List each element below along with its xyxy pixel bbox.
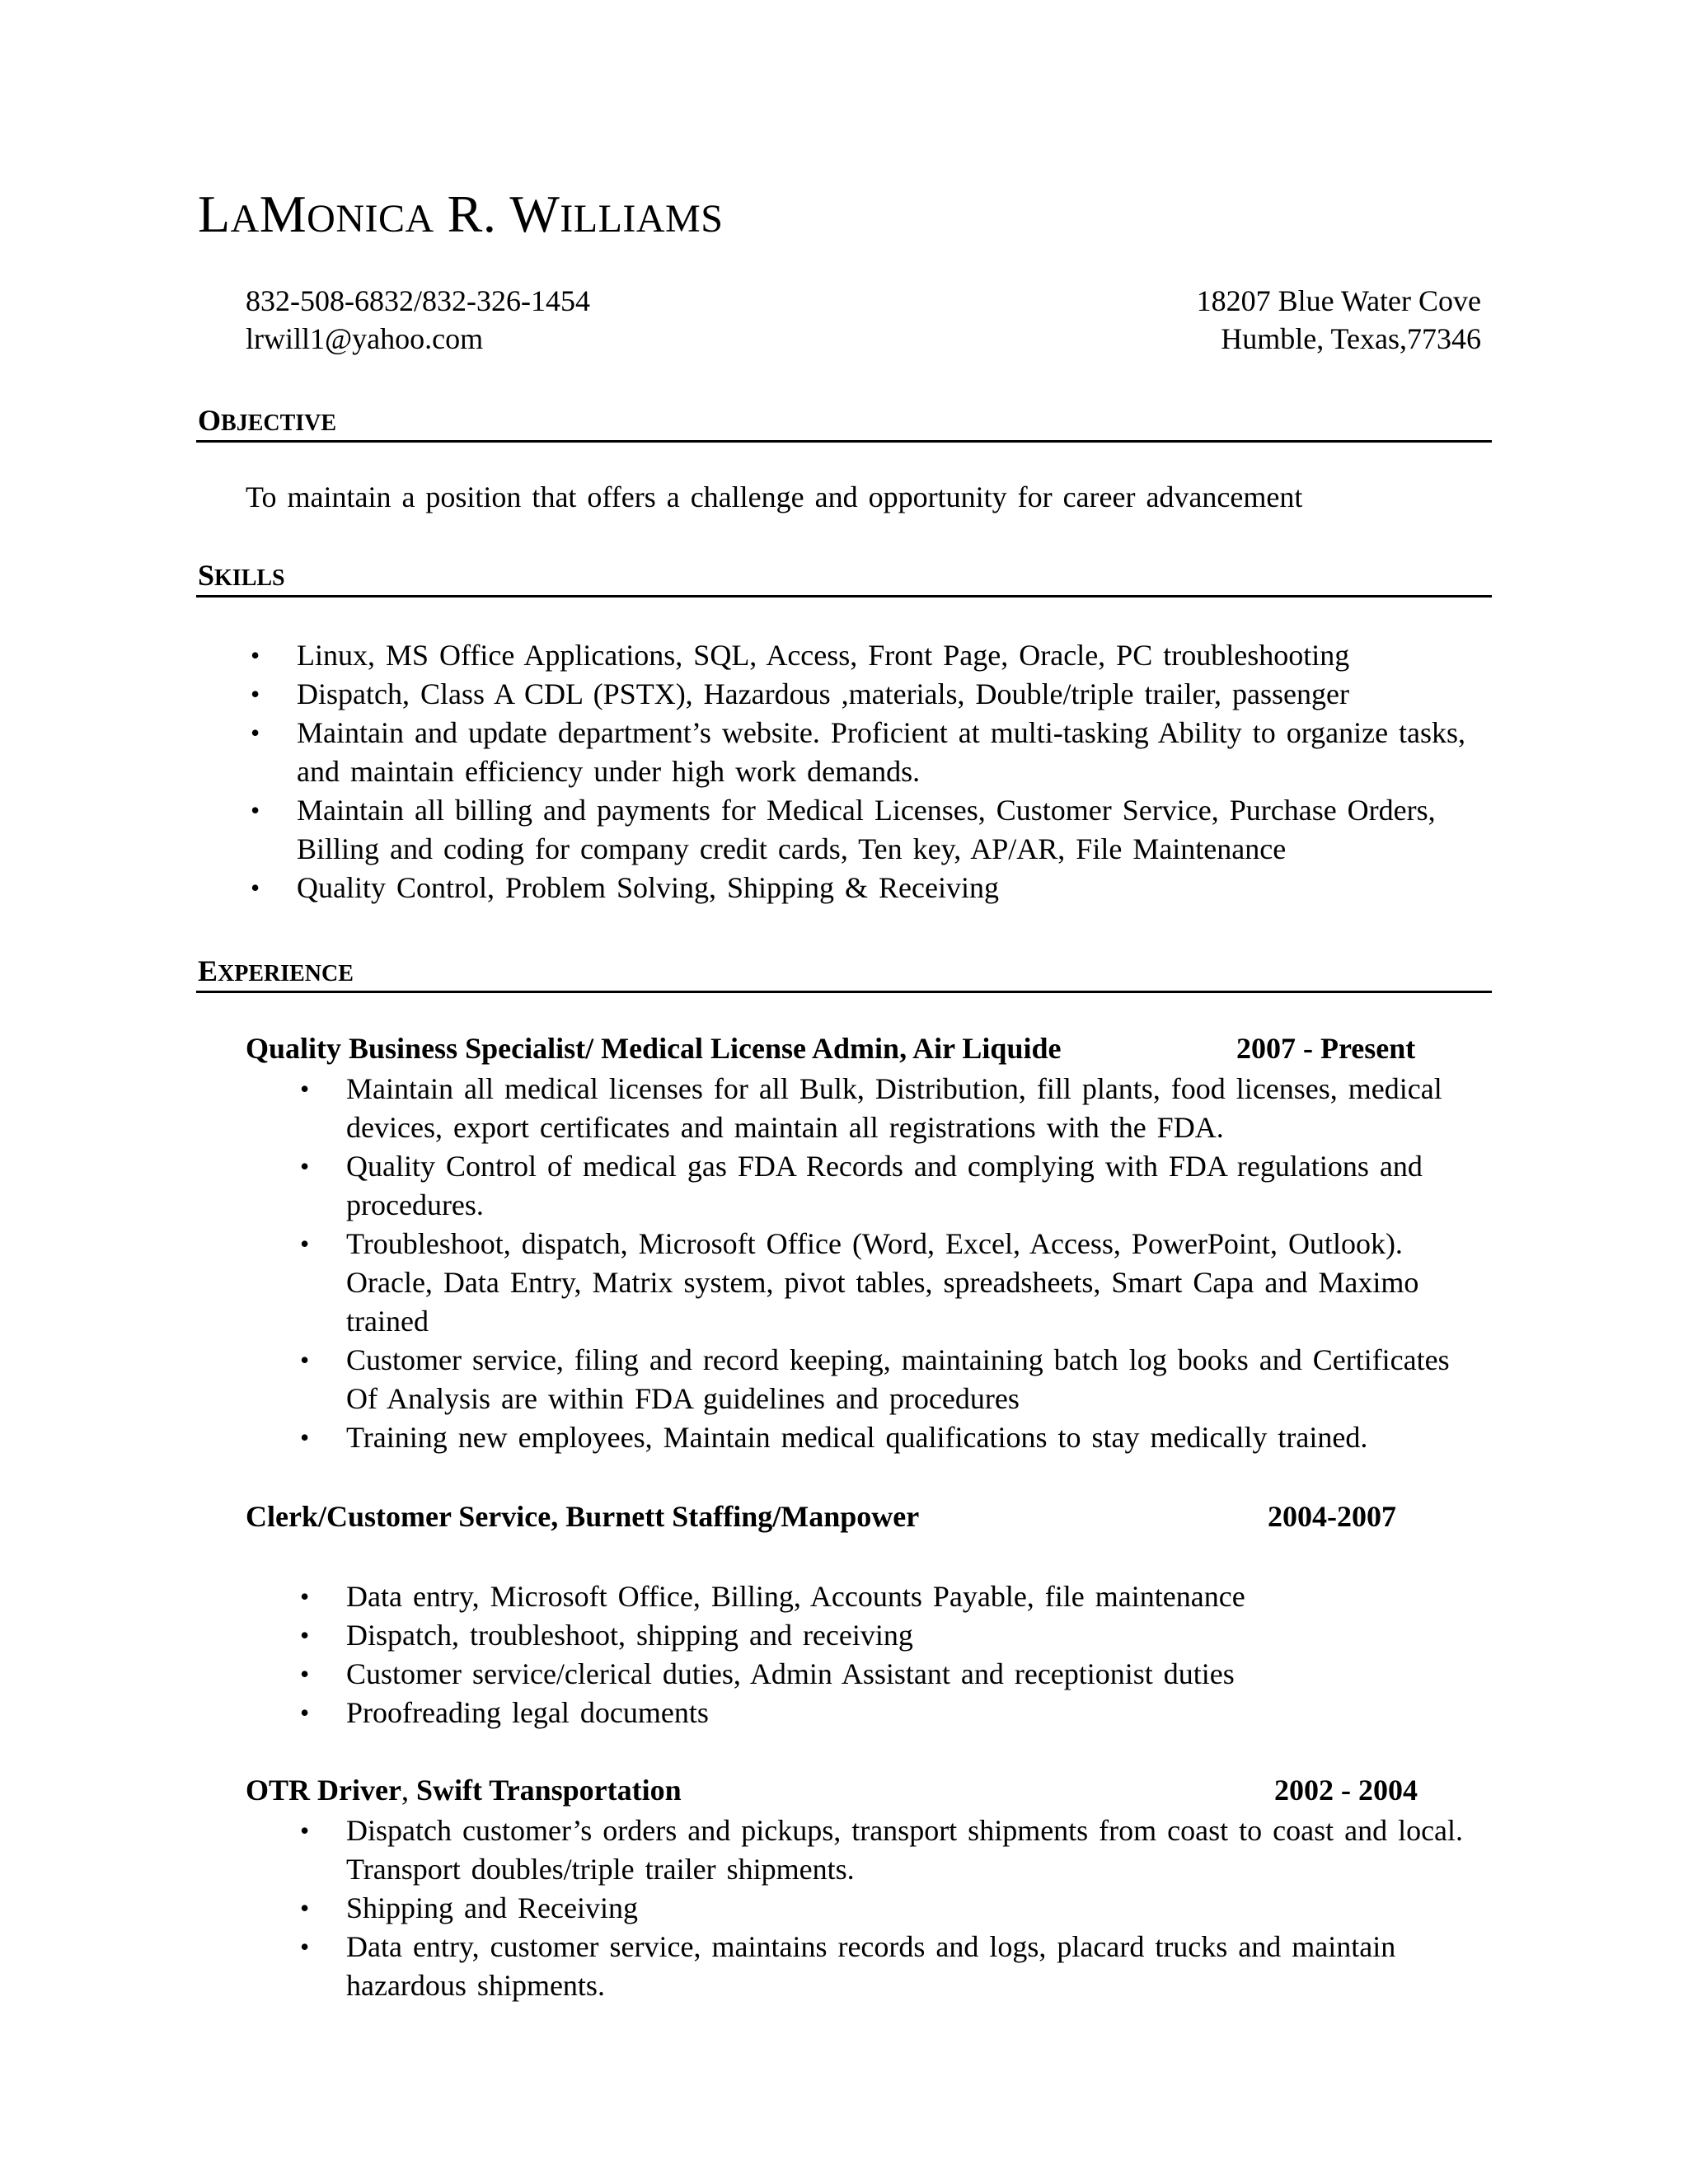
list-item [246,675,1482,714]
list-item-text: Troubleshoot, dispatch, Microsoft Office (Word, Excel, Access, PowerPoint, Outlook). Oracle, Data Entry, Matrix system, pivot tables, spreadsheets, Smart Capa and Maximo trained [346,1227,1419,1338]
bullet-icon: • [300,1659,310,1689]
job-dates: 2007 - Present [1236,1032,1416,1065]
list-item-text: Quality Control of medical gas FDA Records and complying with FDA regulations and procedures. [346,1150,1423,1221]
bullet-icon: • [300,1074,310,1104]
list-item-text: Proofreading legal documents [346,1696,709,1729]
list-item [295,1147,1482,1225]
list-item-text: Dispatch customer’s orders and pickups, transport shipments from coast to coast and local. Transport doubles/triple trailer shipments. [346,1814,1464,1886]
bullet-icon: • [251,873,260,902]
list-item-text: Maintain all billing and payments for Medical Licenses, Customer Service, Purchase Orders, Billing and coding for company credit cards, Ten key, AP/AR, File Maintenance [297,794,1436,865]
job-title-part: Swift Transportation [408,1774,682,1807]
address-line-2: Humble, Texas,77346 [1221,322,1481,355]
name-letter: M [259,185,307,243]
objective-heading [198,405,336,435]
list-item-text: Customer service/clerical duties, Admin Assistant and receptionist duties [346,1657,1235,1690]
heading-initial: E [198,954,218,987]
skills-heading [198,560,285,590]
job-duties-list [295,1811,1482,2005]
objective-text: To maintain a position that offers a challenge and opportunity for career advancement [246,480,1303,513]
job-title-part: OTR Driver [246,1774,401,1807]
name-letter: L [198,185,231,243]
job-title-part: , [401,1774,409,1807]
bullet-icon: • [251,640,260,670]
job-title [246,1775,682,1805]
email-address: lrwill1@yahoo.com [246,322,484,355]
heading-rest: BJECTIVE [221,410,337,436]
list-item-text: Shipping and Receiving [346,1891,638,1924]
list-item-text: Training new employees, Maintain medical qualifications to stay medically trained. [346,1421,1368,1454]
name-letter: ILLIAMS [560,197,724,241]
section-divider [196,440,1492,443]
bullet-icon: • [251,718,260,748]
list-item [295,1341,1482,1418]
list-item-text: Linux, MS Office Applications, SQL, Access, Front Page, Oracle, PC troubleshooting [297,639,1350,672]
bullet-icon: • [300,1345,310,1375]
list-item-text: Dispatch, Class A CDL (PSTX), Hazardous ,materials, Double/triple trailer, passenger [297,677,1349,710]
bullet-icon: • [300,1816,310,1845]
contact-left [246,282,590,358]
list-item-text: Data entry, customer service, maintains records and logs, placard trucks and maintain hazardous shipments. [346,1930,1396,2002]
bullet-icon: • [300,1893,310,1923]
list-item [295,1070,1482,1147]
job-title: Clerk/Customer Service, Burnett Staffing/Manpower [246,1500,920,1533]
experience-heading [198,956,354,986]
bullet-icon: • [300,1620,310,1650]
section-divider [196,595,1492,598]
bullet-icon: • [300,1582,310,1611]
phone-number: 832-508-6832/832-326-1454 [246,284,590,317]
candidate-name [198,185,724,243]
list-item [295,1694,1482,1732]
name-letter: W [509,185,560,243]
list-item [295,1811,1482,1889]
list-item [295,1225,1482,1341]
list-item [295,1889,1482,1928]
job-title: Quality Business Specialist/ Medical License Admin, Air Liquide [246,1032,1062,1065]
list-item [295,1616,1482,1655]
name-letter: A [230,197,260,241]
list-item [295,1655,1482,1694]
list-item [246,869,1482,907]
heading-rest: XPERIENCE [218,961,354,987]
list-item [295,1928,1482,2005]
name-letter: ONICA [307,197,434,241]
list-item [246,791,1482,869]
address-line-1: 18207 Blue Water Cove [1196,284,1481,317]
bullet-icon: • [300,1698,310,1727]
list-item [295,1577,1482,1616]
bullet-icon: • [300,1932,310,1961]
list-item-text: Customer service, filing and record keeping, maintaining batch log books and Certificates Of Analysis are within FDA guidelines and procedures [346,1343,1450,1415]
job-dates: 2002 - 2004 [1274,1774,1418,1807]
job-duties-list [295,1070,1482,1457]
bullet-icon: • [300,1151,310,1181]
list-item-text: Quality Control, Problem Solving, Shipping & Receiving [297,871,999,904]
bullet-icon: • [300,1422,310,1452]
bullet-icon: • [251,795,260,825]
list-item [246,636,1482,675]
job-dates: 2004-2007 [1268,1500,1396,1533]
list-item [246,714,1482,791]
job-duties-list [295,1577,1482,1732]
bullet-icon: • [251,679,260,709]
list-item-text: Maintain all medical licenses for all Bulk, Distribution, fill plants, food licenses, medical devices, export certificates and maintain all registrations with the FDA. [346,1072,1442,1144]
skills-list [246,636,1482,907]
heading-rest: KILLS [214,565,285,591]
name-middle: R. [447,185,497,243]
bullet-icon: • [300,1229,310,1258]
contact-right [1197,282,1481,358]
heading-initial: S [198,559,215,592]
list-item [295,1418,1482,1457]
list-item-text: Data entry, Microsoft Office, Billing, Accounts Payable, file maintenance [346,1580,1245,1613]
heading-initial: O [198,404,222,437]
section-divider [196,991,1492,993]
list-item-text: Maintain and update department’s website. Proficient at multi-tasking Ability to organize tasks, and maintain efficiency under high work demands. [297,716,1466,788]
list-item-text: Dispatch, troubleshoot, shipping and receiving [346,1619,913,1652]
